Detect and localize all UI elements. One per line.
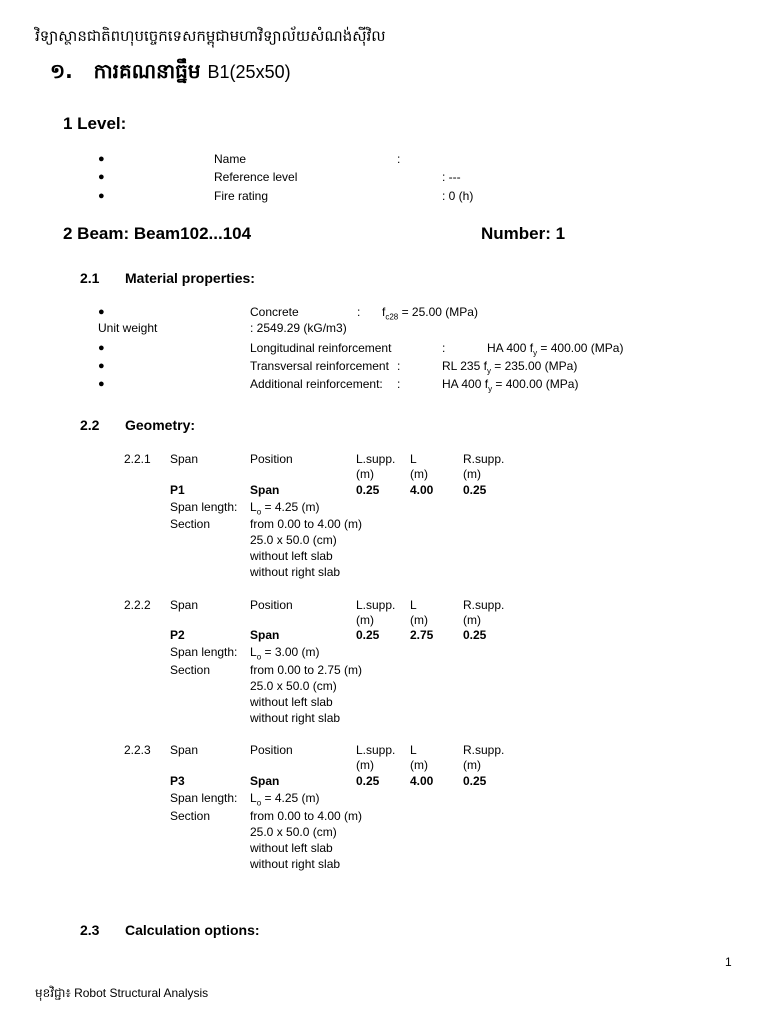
span-l: 4.00 xyxy=(410,774,434,788)
span-number: 2.2.3 xyxy=(124,743,151,757)
span-length-value: $L_o = 3.00$ (m) xyxy=(250,645,320,662)
document-header: វិទ្យាស្ថានជាតិពហុបច្ចេកទេសកម្ពុជាមហាវិទ្យាល័យសំណង់ស៊ីវិល xyxy=(35,27,386,45)
section-right-slab: without right slab xyxy=(250,857,341,871)
bullet-icon: ● xyxy=(98,171,105,183)
section-left-slab: without left slab xyxy=(250,841,333,855)
span-number: 2.2.1 xyxy=(124,452,151,466)
span-name: P2 xyxy=(170,628,185,642)
span-length-value: $L_o = 4.25$ (m) xyxy=(250,500,320,517)
section-label: Section xyxy=(170,517,211,531)
section-range: from 0.00 to 4.00 (m) xyxy=(250,809,363,823)
footer-khmer: មុខវិជ្ជា៖ xyxy=(35,986,71,1000)
beam-number: Number: 1 xyxy=(481,224,566,243)
title-khmer: ការគណនាធ្នឹម xyxy=(93,59,201,83)
col-rsupp-unit: (m) xyxy=(463,758,481,772)
concrete-separator: : xyxy=(357,305,361,319)
col-rsupp-header: R.supp. xyxy=(463,452,505,466)
col-span-header: Span xyxy=(170,743,199,757)
additional-separator: : xyxy=(397,377,401,391)
col-lsupp-header: L.supp. xyxy=(356,598,396,612)
span-length-label: Span length: xyxy=(170,500,238,514)
concrete-label: Concrete xyxy=(250,305,299,319)
bullet-icon: ● xyxy=(98,306,105,318)
calc-heading: Calculation options: xyxy=(125,922,260,938)
span-lsupp: 0.25 xyxy=(356,628,380,642)
section-title xyxy=(50,58,291,88)
concrete-value: $f_{c28} = 25.00$ (MPa) xyxy=(382,305,478,322)
col-rsupp-header: R.supp. xyxy=(463,743,505,757)
material-heading-number: 2.1 xyxy=(80,270,100,286)
span-rsupp: 0.25 xyxy=(463,483,487,497)
beam-heading: 2 Beam: Beam102...104 xyxy=(63,224,252,243)
level-reference-value: : --- xyxy=(442,170,461,184)
section-dimensions: 25.0 x 50.0 (cm) xyxy=(250,825,337,839)
transversal-label: Transversal reinforcement xyxy=(250,359,389,373)
level-name-value: : xyxy=(397,152,401,166)
col-span-header: Span xyxy=(170,452,199,466)
level-fire-value: : 0 (h) xyxy=(442,189,474,203)
title-code: B1(25x50) xyxy=(207,62,291,82)
span-l: 4.00 xyxy=(410,483,434,497)
transversal-value: RL 235 $f_y = 235.00$ (MPa) xyxy=(442,359,578,376)
section-range: from 0.00 to 2.75 (m) xyxy=(250,663,363,677)
unit-weight-value: : 2549.29 (kG/m3) xyxy=(250,321,347,335)
unit-weight-label: Unit weight xyxy=(98,321,158,335)
span-name: P1 xyxy=(170,483,185,497)
bullet-icon: ● xyxy=(98,360,105,372)
col-lsupp-unit: (m) xyxy=(356,467,374,481)
col-position-header: Position xyxy=(250,743,293,757)
transversal-separator: : xyxy=(397,359,401,373)
section-range: from 0.00 to 4.00 (m) xyxy=(250,517,363,531)
footer-text: Robot Structural Analysis xyxy=(70,986,209,1000)
span-position: Span xyxy=(250,483,280,497)
col-position-header: Position xyxy=(250,598,293,612)
bullet-icon: ● xyxy=(98,153,105,165)
span-lsupp: 0.25 xyxy=(356,483,380,497)
geometry-heading-number: 2.2 xyxy=(80,417,100,433)
section-left-slab: without left slab xyxy=(250,549,333,563)
longitudinal-value: HA 400 $f_y = 400.00$ (MPa) xyxy=(487,341,624,358)
col-lsupp-header: L.supp. xyxy=(356,452,396,466)
page-number: 1 xyxy=(725,955,732,969)
level-fire-label: Fire rating xyxy=(214,189,269,203)
bullet-icon: ● xyxy=(98,342,105,354)
material-heading: Material properties: xyxy=(125,270,255,286)
col-l-header: L xyxy=(410,743,417,757)
span-name: P3 xyxy=(170,774,185,788)
additional-label: Additional reinforcement: xyxy=(250,377,383,391)
document-footer xyxy=(35,985,208,1003)
level-heading: 1 Level: xyxy=(63,114,127,133)
col-l-header: L xyxy=(410,452,417,466)
col-rsupp-unit: (m) xyxy=(463,613,481,627)
bullet-icon: ● xyxy=(98,378,105,390)
span-lsupp: 0.25 xyxy=(356,774,380,788)
span-rsupp: 0.25 xyxy=(463,774,487,788)
level-reference-label: Reference level xyxy=(214,170,298,184)
col-rsupp-unit: (m) xyxy=(463,467,481,481)
col-rsupp-header: R.supp. xyxy=(463,598,505,612)
span-length-label: Span length: xyxy=(170,645,238,659)
span-position: Span xyxy=(250,774,280,788)
bullet-icon: ● xyxy=(98,190,105,202)
span-position: Span xyxy=(250,628,280,642)
col-position-header: Position xyxy=(250,452,293,466)
longitudinal-label: Longitudinal reinforcement xyxy=(250,341,392,355)
col-lsupp-unit: (m) xyxy=(356,613,374,627)
section-dimensions: 25.0 x 50.0 (cm) xyxy=(250,679,337,693)
col-span-header: Span xyxy=(170,598,199,612)
span-length-value: $L_o = 4.25$ (m) xyxy=(250,791,320,808)
col-l-header: L xyxy=(410,598,417,612)
span-l: 2.75 xyxy=(410,628,434,642)
section-label: Section xyxy=(170,663,211,677)
span-length-label: Span length: xyxy=(170,791,238,805)
span-number: 2.2.2 xyxy=(124,598,151,612)
col-l-unit: (m) xyxy=(410,758,428,772)
section-dimensions: 25.0 x 50.0 (cm) xyxy=(250,533,337,547)
col-l-unit: (m) xyxy=(410,467,428,481)
geometry-heading: Geometry: xyxy=(125,417,196,433)
col-lsupp-unit: (m) xyxy=(356,758,374,772)
col-lsupp-header: L.supp. xyxy=(356,743,396,757)
section-right-slab: without right slab xyxy=(250,711,341,725)
span-rsupp: 0.25 xyxy=(463,628,487,642)
longitudinal-separator: : xyxy=(442,341,446,355)
section-label: Section xyxy=(170,809,211,823)
level-name-label: Name xyxy=(214,152,247,166)
section-left-slab: without left slab xyxy=(250,695,333,709)
calc-heading-number: 2.3 xyxy=(80,922,100,938)
additional-value: HA 400 $f_y = 400.00$ (MPa) xyxy=(442,377,579,394)
section-right-slab: without right slab xyxy=(250,565,341,579)
col-l-unit: (m) xyxy=(410,613,428,627)
title-number: ១. xyxy=(50,59,73,83)
